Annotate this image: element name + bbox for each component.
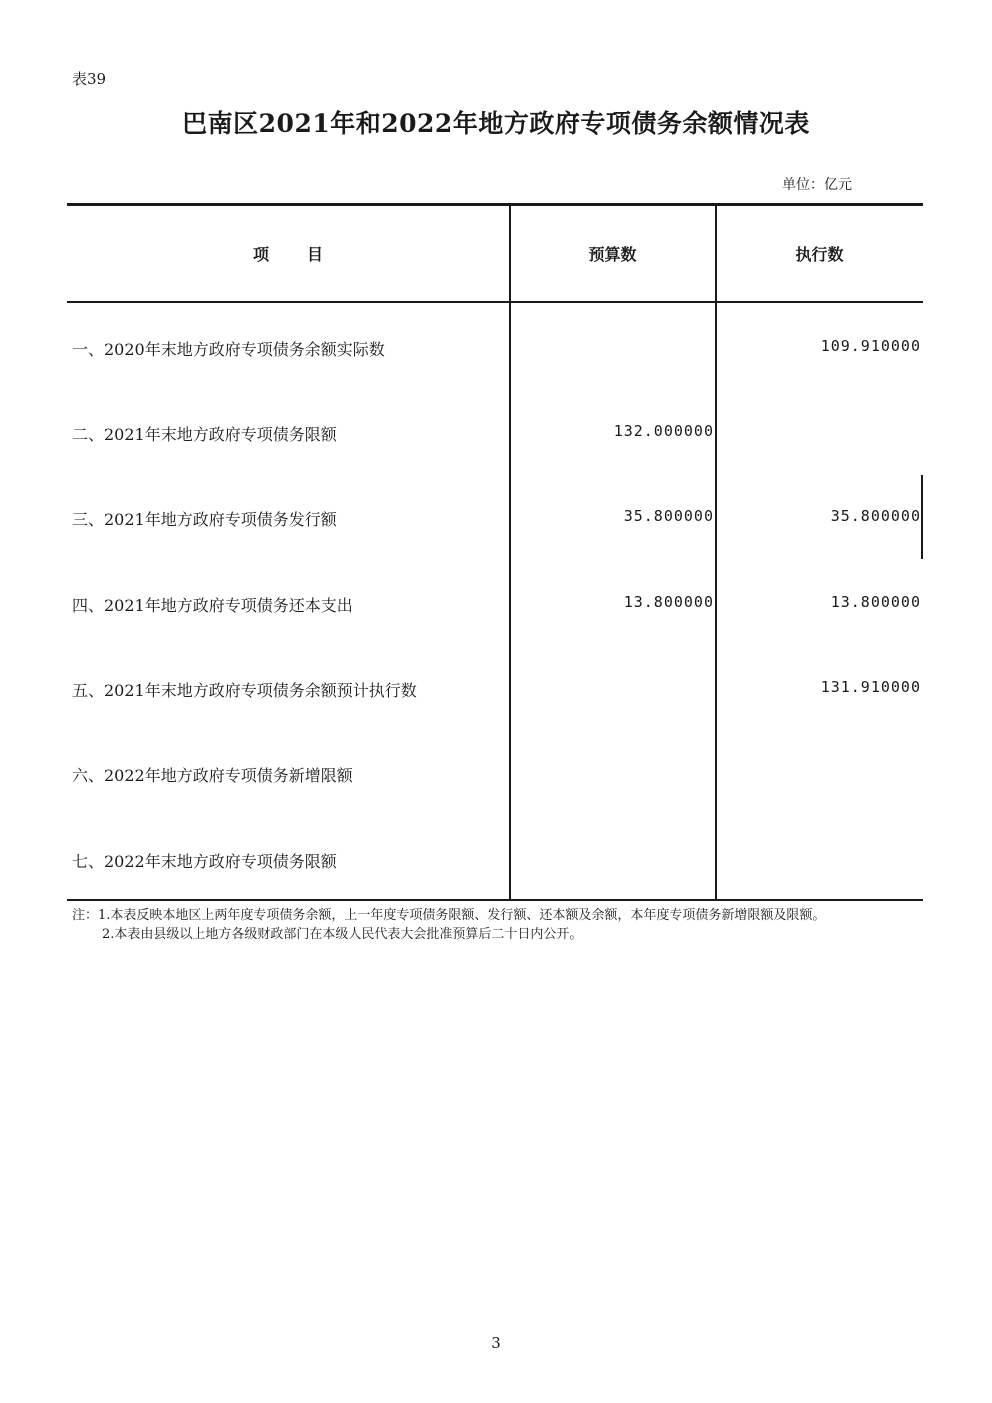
- row-label: 四、2021年地方政府专项债务还本支出: [72, 596, 353, 615]
- row-budget: 132.000000: [613, 422, 714, 440]
- table-row: [67, 593, 923, 617]
- header-exec: 执行数: [795, 244, 844, 264]
- column-divider-2: [715, 203, 717, 901]
- row-label: 三、2021年地方政府专项债务发行额: [72, 510, 337, 529]
- row-label: 二、2021年末地方政府专项债务限额: [72, 425, 337, 444]
- table-number: 表39: [72, 70, 107, 88]
- table-row: [67, 422, 923, 446]
- row-label: 六、2022年地方政府专项债务新增限额: [72, 766, 353, 785]
- table-row: [67, 337, 923, 361]
- note-1: 注：1.本表反映本地区上两年度专项债务余额，上一年度专项债务限额、发行额、还本额及余额，本年度专项债务新增限额及限额。: [72, 908, 826, 923]
- table-notes: [72, 906, 922, 944]
- column-divider-1: [509, 203, 511, 901]
- table-row: [67, 507, 923, 531]
- table-row: [67, 763, 923, 787]
- header-budget: 预算数: [588, 244, 637, 264]
- row-budget: 35.800000: [623, 507, 714, 525]
- row-label: 一、2020年末地方政府专项债务余额实际数: [72, 340, 385, 359]
- row-exec: 109.910000: [820, 337, 921, 355]
- page-title: 巴南区2021年和2022年地方政府专项债务余额情况表: [182, 109, 810, 138]
- row-exec: 35.800000: [830, 507, 921, 525]
- table-row: [67, 849, 923, 873]
- unit-label: 单位：亿元: [782, 177, 852, 193]
- row-label: 五、2021年末地方政府专项债务余额预计执行数: [72, 681, 417, 700]
- row-label: 七、2022年末地方政府专项债务限额: [72, 852, 337, 871]
- row-budget: 13.800000: [623, 593, 714, 611]
- row-exec: 131.910000: [820, 678, 921, 696]
- table-bottom-rule: [67, 899, 923, 901]
- header-item: 项目: [252, 244, 361, 264]
- debt-balance-table: [67, 203, 923, 901]
- note-2: 2.本表由县级以上地方各级财政部门在本级人民代表大会批准预算后二十日内公开。: [102, 927, 583, 942]
- row-exec: 13.800000: [830, 593, 921, 611]
- table-row: [67, 678, 923, 702]
- page-number: 3: [491, 1334, 501, 1352]
